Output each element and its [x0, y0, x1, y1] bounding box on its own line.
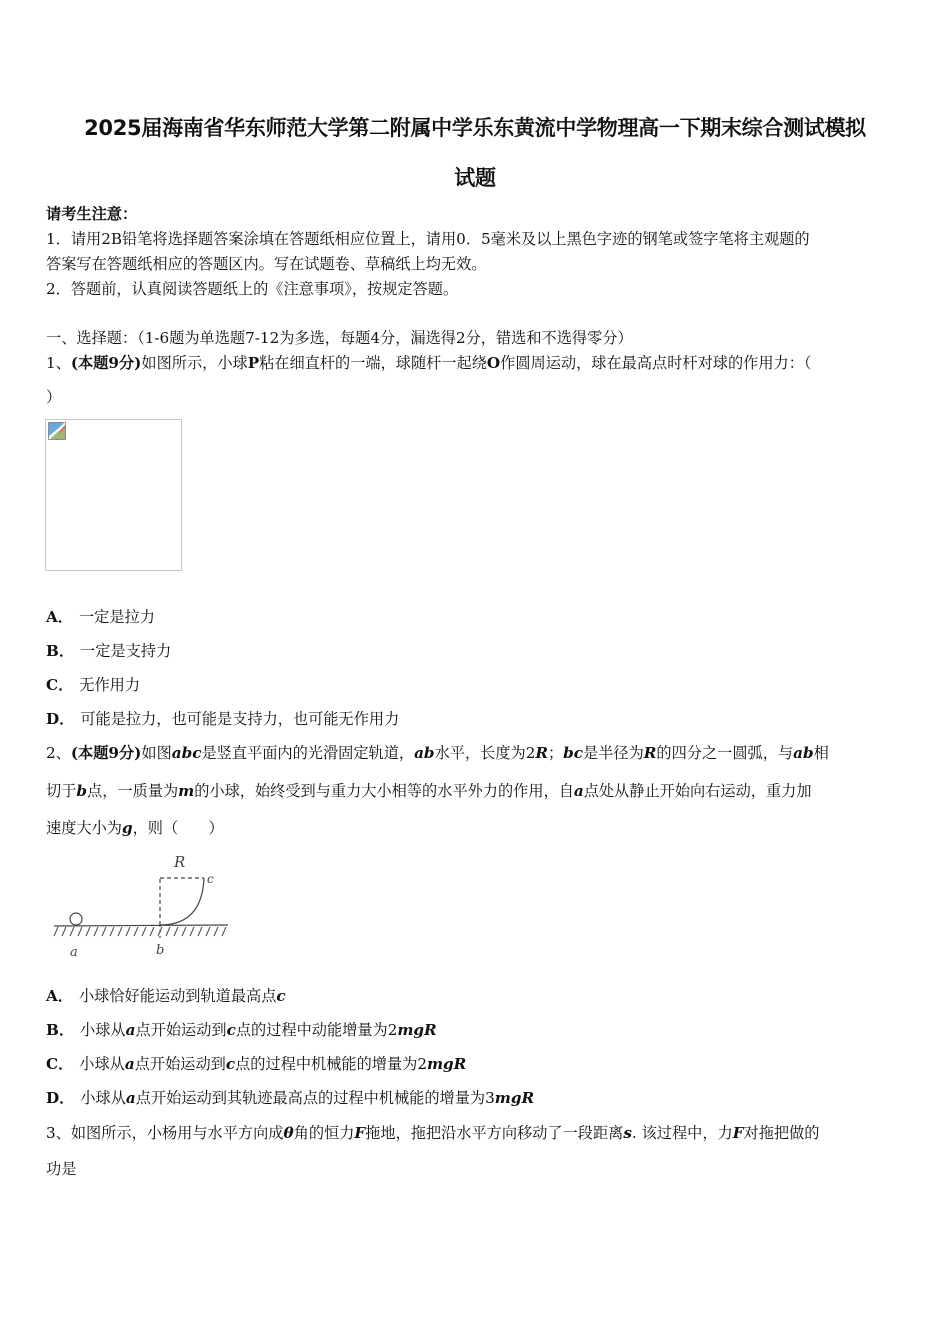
- option-var: mgR: [397, 1021, 437, 1039]
- notice-item-1-cont: 答案写在答题纸相应的答题区内。写在试题卷、草稿纸上均无效。: [46, 255, 487, 273]
- label-c: c: [207, 872, 214, 886]
- q2-var: m: [178, 782, 195, 800]
- q3-text: 角的恒力: [293, 1124, 355, 1142]
- q2-var: abc: [171, 744, 202, 762]
- q3-text: 拖地，拖把沿水平方向移动了一段距离: [365, 1124, 624, 1142]
- q2-var: a: [573, 782, 584, 800]
- q2-text: 是竖直平面内的光滑固定轨道，: [201, 744, 415, 762]
- q1-var-p: P: [247, 354, 260, 372]
- q2-text: 点处从静止开始向右运动，重力加: [583, 782, 812, 800]
- notice-item-1: 1．请用2B铅笔将选择题答案涂填在答题纸相应位置上，请用0．5毫米及以上黑色字迹的钢笔或签字笔将主观题的: [46, 230, 810, 248]
- quarter-arc-bc: [160, 878, 204, 925]
- page-title-continued: 试题: [454, 166, 496, 190]
- ground-hatching: [54, 927, 226, 936]
- q2-text: 相: [813, 744, 829, 762]
- option-key: B．: [46, 1021, 75, 1039]
- q2-text: 如图: [141, 744, 172, 762]
- q1-figure-placeholder: [45, 419, 182, 571]
- q2-var: ab: [793, 744, 814, 762]
- option-key: D．: [46, 1089, 75, 1107]
- option-key: C．: [46, 676, 74, 694]
- q2-option-b[interactable]: [46, 1019, 437, 1040]
- ball: [70, 913, 82, 925]
- q3-var: F: [354, 1124, 366, 1142]
- option-var: c: [226, 1021, 236, 1039]
- q1-option-b[interactable]: [46, 640, 171, 661]
- q2-track-figure: [52, 848, 237, 963]
- q2-text: 的四分之一圆弧，与: [656, 744, 794, 762]
- section-heading: 一、选择题：（1-6题为单选题7-12为多选，每题4分，漏选得2分，错选和不选得零分）: [46, 329, 633, 347]
- q2-option-a[interactable]: [46, 985, 286, 1006]
- option-text: 点的过程中机械能的增量为2: [235, 1055, 427, 1073]
- q3-number: 3、: [46, 1124, 71, 1142]
- option-text: 一定是支持力: [80, 642, 172, 660]
- notice-heading: 请考生注意：: [46, 205, 138, 223]
- option-text: 点的过程中动能增量为2: [235, 1021, 398, 1039]
- q2-var: R: [535, 744, 548, 762]
- option-key: A．: [46, 987, 73, 1005]
- option-text: 可能是拉力，也可能是支持力，也可能无作用力: [80, 710, 400, 728]
- q2-score: (本题9分): [70, 744, 142, 762]
- q1-option-a[interactable]: [46, 606, 155, 627]
- q3-text: . 该过程中，力: [631, 1124, 733, 1142]
- label-a: a: [70, 945, 78, 960]
- q2-number: 2、: [46, 744, 71, 762]
- q1-option-c[interactable]: [46, 674, 140, 695]
- q1-var-o: O: [486, 354, 501, 372]
- q2-var: bc: [563, 744, 584, 762]
- option-text: 点开始运动到其轨迹最高点的过程中机械能的增量为3: [135, 1089, 495, 1107]
- q1-text: 如图所示，小球: [141, 354, 248, 372]
- q2-option-d[interactable]: [46, 1087, 534, 1108]
- q3-var: θ: [283, 1124, 294, 1142]
- question-2-stem-cont-2: [46, 817, 224, 838]
- q2-text: ；: [547, 744, 564, 762]
- q3-text: 对拖把做的: [743, 1124, 820, 1142]
- q2-var: b: [76, 782, 87, 800]
- option-var: c: [225, 1055, 236, 1073]
- option-key: B．: [46, 642, 75, 660]
- q2-text: 切于: [46, 782, 77, 800]
- q2-var: ab: [414, 744, 435, 762]
- question-2-stem-cont: [46, 780, 812, 801]
- option-text: 无作用力: [79, 676, 141, 694]
- q3-text: 如图所示，小杨用与水平方向成: [70, 1124, 284, 1142]
- option-var: mgR: [426, 1055, 467, 1073]
- q1-number: 1、: [46, 354, 71, 372]
- label-b: b: [156, 943, 165, 958]
- broken-image-icon: [48, 422, 66, 440]
- option-var: c: [276, 987, 286, 1005]
- option-text: 小球从: [79, 1055, 125, 1073]
- q2-text: 速度大小为: [46, 819, 122, 837]
- q2-option-c[interactable]: [46, 1053, 466, 1074]
- q1-score: (本题9分): [70, 354, 142, 372]
- option-text: 小球从: [80, 1021, 126, 1039]
- q2-text: 的小球，始终受到与重力大小相等的水平外力的作用，自: [194, 782, 574, 800]
- q3-var: F: [732, 1124, 744, 1142]
- label-R: R: [174, 853, 186, 871]
- question-3-stem-cont: 功是: [46, 1160, 77, 1178]
- option-var: a: [125, 1089, 136, 1107]
- question-1-stem-cont: ）: [46, 388, 62, 406]
- option-text: 小球恰好能运动到轨道最高点: [78, 987, 277, 1005]
- option-key: D．: [46, 710, 75, 728]
- option-text: 点开始运动到: [134, 1055, 226, 1073]
- option-key: C．: [46, 1055, 74, 1073]
- q2-text: 是半径为: [583, 744, 644, 762]
- question-1-stem: [46, 352, 812, 373]
- option-text: 小球从: [80, 1089, 126, 1107]
- q1-text: 粘在细直杆的一端，球随杆一起绕: [259, 354, 487, 372]
- notice-item-2: 2．答题前，认真阅读答题纸上的《注意事项》，按规定答题。: [46, 280, 459, 298]
- page-title: 2025届海南省华东师范大学第二附属中学乐东黄流中学物理高一下期末综合测试模拟: [84, 116, 866, 140]
- option-text: 点开始运动到: [135, 1021, 227, 1039]
- q1-option-d[interactable]: [46, 708, 399, 729]
- ground-line: [54, 925, 228, 926]
- question-3-stem: [46, 1122, 819, 1143]
- option-var: a: [124, 1055, 135, 1073]
- option-key: A．: [46, 608, 73, 626]
- q2-text: ，则（ ）: [132, 819, 224, 837]
- q1-text: 作圆周运动，球在最高点时杆对球的作用力：（: [500, 354, 812, 372]
- question-2-stem: [46, 742, 829, 763]
- option-text: 一定是拉力: [78, 608, 155, 626]
- q3-var: s: [623, 1124, 632, 1142]
- option-var: mgR: [494, 1089, 535, 1107]
- option-var: a: [125, 1021, 136, 1039]
- q2-text: 点，一质量为: [87, 782, 179, 800]
- q2-var: R: [643, 744, 657, 762]
- q2-var: g: [121, 819, 133, 837]
- q2-text: 水平，长度为2: [434, 744, 536, 762]
